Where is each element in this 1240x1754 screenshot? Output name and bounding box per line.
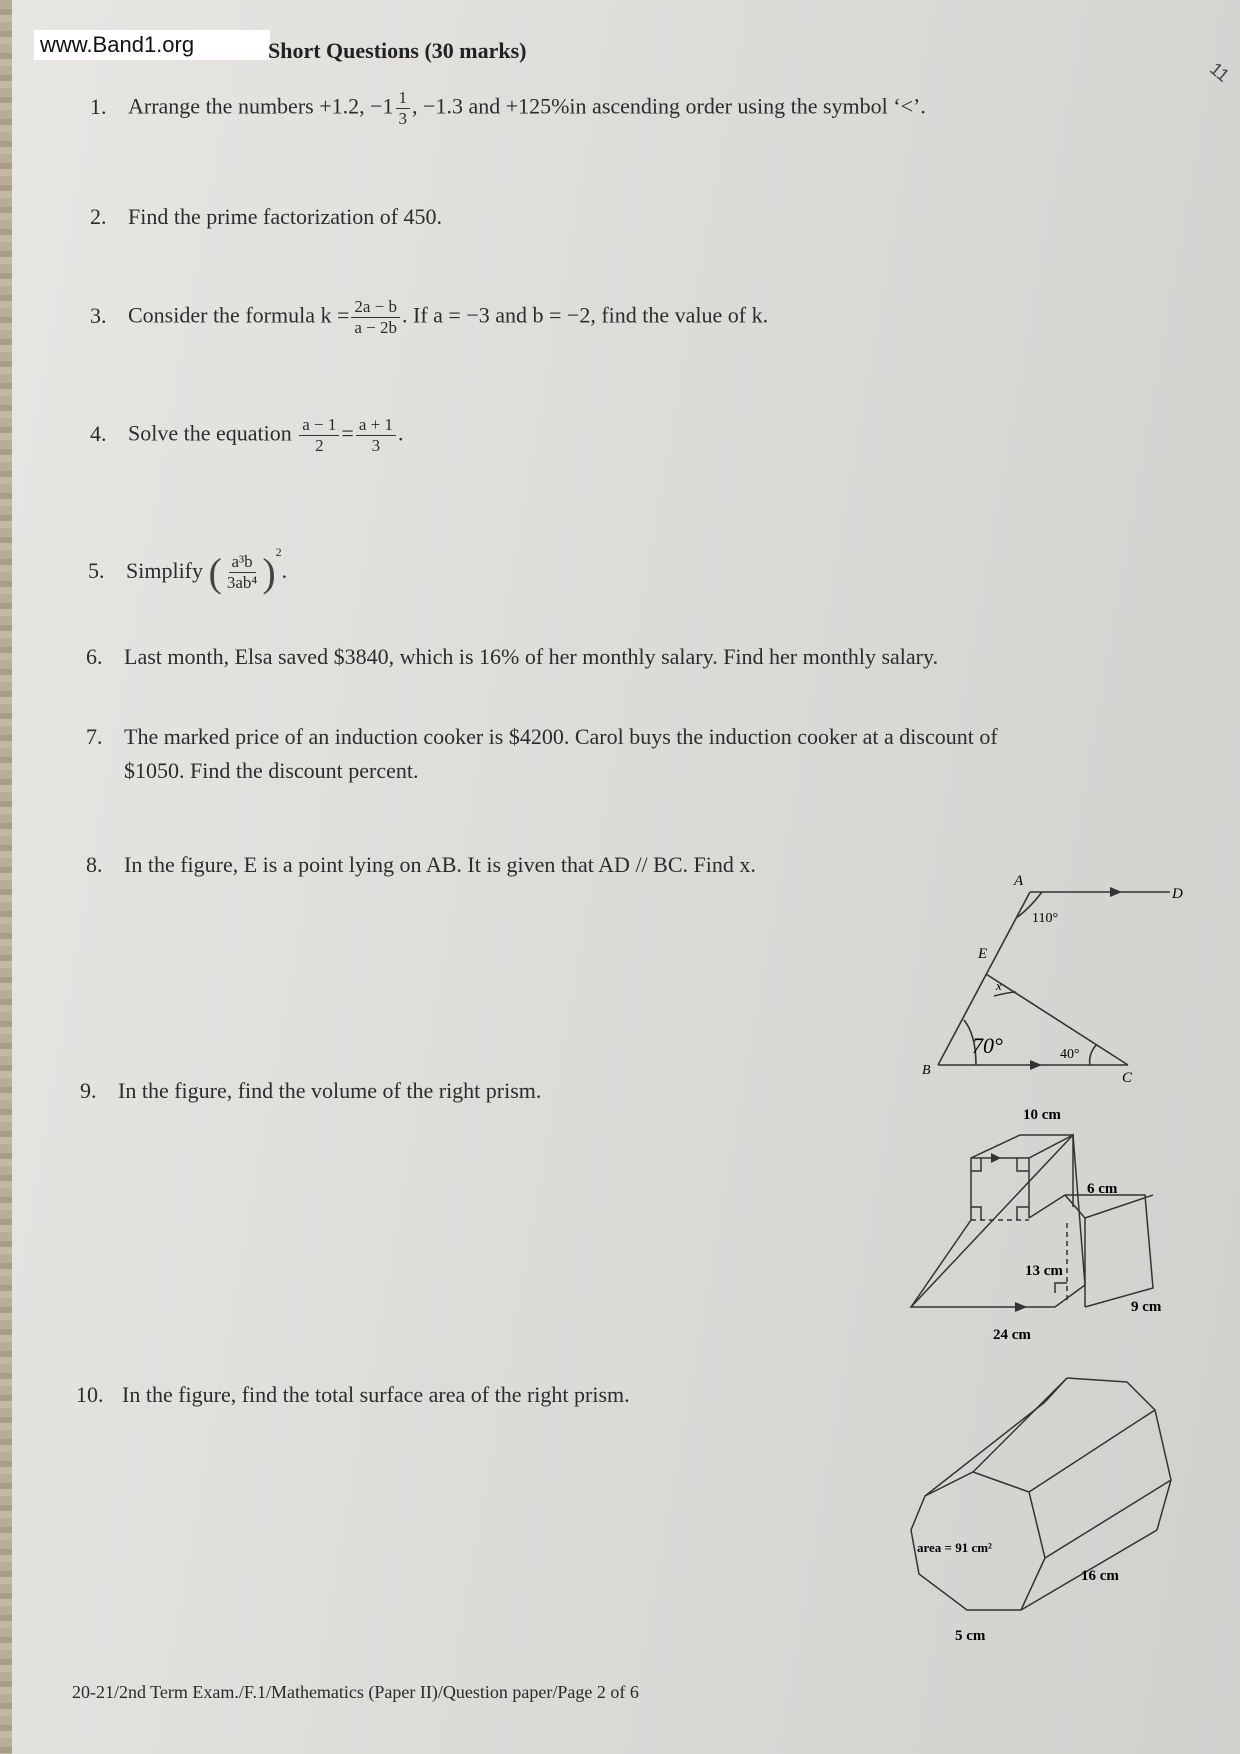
question-text: Arrange the numbers +1.2, −1 [128, 93, 394, 119]
fraction: $\frac{\text{a³b}}{\text{3ab⁴}}$ [226, 552, 258, 593]
prism-right-top-edge [1085, 1195, 1153, 1218]
left-paren: ( [208, 549, 222, 595]
prism-edge-top-right [1029, 1410, 1155, 1492]
question-number: 10. [76, 1382, 104, 1407]
question-7 [86, 720, 998, 788]
label-A: A [1014, 873, 1024, 889]
right-angle-mark [971, 1158, 981, 1171]
prism-edge-top-left [973, 1378, 1067, 1472]
label-angle-A: 110° [1032, 911, 1059, 926]
question-text: In the figure, find the volume of the right prism. [118, 1078, 542, 1103]
right-angle-mark [1017, 1207, 1029, 1220]
fraction-right: $\frac{a + 1}{3}$ [356, 415, 396, 456]
question-2 [90, 200, 442, 234]
section-title: Short Questions (30 marks) [268, 38, 527, 63]
question-number: 4. [90, 420, 107, 446]
label-edge: 5 cm [955, 1628, 986, 1644]
corner-page-mark: 11 [1206, 58, 1234, 86]
label-area: area = 91 cm² [917, 1540, 992, 1555]
question-text-cont: . If a = −3 and b = −2, find the value of k. [402, 302, 769, 328]
label-E: E [978, 946, 988, 962]
fraction: $\frac{1}{3}$ [396, 88, 411, 129]
question-text: Consider the formula k = [128, 302, 350, 328]
question-text: Solve the equation [128, 420, 292, 446]
prism-outline [911, 1135, 1085, 1307]
question-number: 2. [90, 204, 107, 229]
right-paren: ) [262, 549, 276, 595]
question-number: 7. [86, 724, 103, 749]
question-text: In the figure, find the total surface area of the right prism. [122, 1382, 630, 1407]
question-8 [86, 848, 756, 882]
arrow-mark [991, 1153, 1001, 1163]
fraction: $\frac{2a - b}{a - 2b}$ [351, 297, 400, 338]
label-D: D [1172, 886, 1183, 902]
question-4: 4. Solve the equation $\frac{a - 1}{2}$ = $\frac{a + 1}{3}$ . [90, 415, 404, 455]
label-x: x [996, 978, 1002, 993]
prism-edge-far-left [925, 1402, 1045, 1496]
question-6 [86, 640, 938, 674]
question-number: 3. [90, 302, 107, 328]
parallel-arrow-AD [1110, 887, 1122, 897]
label-angle-C: 40° [1060, 1047, 1080, 1062]
question-text-line2: $1050. Find the discount percent. [124, 758, 419, 783]
prism-edge-right [1045, 1480, 1171, 1558]
right-angle-mark [1055, 1283, 1067, 1293]
prism-slant-edge [911, 1220, 971, 1307]
paper-torn-edge [0, 0, 12, 1754]
octagon-back-face [1067, 1378, 1171, 1530]
figure-q10 [895, 1370, 1185, 1660]
question-3 [90, 297, 768, 338]
prism-right-block [1029, 1195, 1153, 1307]
label-top-length: 10 cm [1023, 1107, 1061, 1123]
label-length: 16 cm [1081, 1568, 1119, 1584]
question-number: 9. [80, 1078, 97, 1103]
parallel-arrow-BC [1030, 1060, 1042, 1070]
question-number: 1. [90, 93, 107, 119]
prism-step-edge [1065, 1195, 1085, 1218]
fraction-left: $\frac{a - 1}{2}$ [299, 415, 339, 456]
page-footer: 20-21/2nd Term Exam./F.1/Mathematics (Paper II)/Question paper/Page 2 of 6 [72, 1682, 639, 1702]
question-number: 6. [86, 644, 103, 669]
right-angle-mark [971, 1207, 981, 1220]
line-EC [986, 974, 1128, 1065]
question-9 [80, 1074, 541, 1108]
label-C: C [1122, 1070, 1133, 1086]
exponent: 2 [275, 545, 282, 559]
question-text: Last month, Elsa saved $3840, which is 16% of her monthly salary. Find her monthly salary. [124, 644, 939, 669]
right-angle-mark [1017, 1158, 1029, 1171]
equals-sign: = [341, 420, 354, 446]
figure-q8 [920, 870, 1183, 1090]
question-text: Find the prime factorization of 450. [128, 204, 443, 229]
question-5: 5. Simplify ( $\frac{\text{a³b}}{\text{3ab⁴}}$ )$^2$. [88, 545, 288, 595]
question-number: 8. [86, 852, 103, 877]
label-base: 24 cm [993, 1327, 1031, 1343]
question-text: In the figure, E is a point lying on AB. It is given that AD // BC. Find x. [124, 852, 756, 877]
question-1 [90, 88, 926, 129]
label-height: 13 cm [1025, 1263, 1063, 1279]
label-B: B [922, 1063, 931, 1078]
angle-arc-C [1090, 1045, 1096, 1065]
prism-top-face [971, 1135, 1073, 1158]
question-text: The marked price of an induction cooker is $4200. Carol buys the induction cooker at a discount of [124, 724, 998, 749]
label-depth: 9 cm [1131, 1299, 1162, 1315]
label-side-length: 6 cm [1087, 1181, 1118, 1197]
question-text: Simplify [126, 558, 204, 583]
question-10 [76, 1378, 630, 1412]
arrow-mark [1015, 1302, 1027, 1312]
back-face-edge [1045, 1378, 1067, 1402]
question-number: 5. [88, 558, 105, 583]
watermark: www.Band1.org [34, 30, 270, 60]
label-angle-B: 70° [972, 1033, 1003, 1058]
question-text-cont: , −1.3 and +125%in ascending order using the symbol ‘<’. [412, 93, 926, 119]
figure-q9 [905, 1095, 1185, 1355]
